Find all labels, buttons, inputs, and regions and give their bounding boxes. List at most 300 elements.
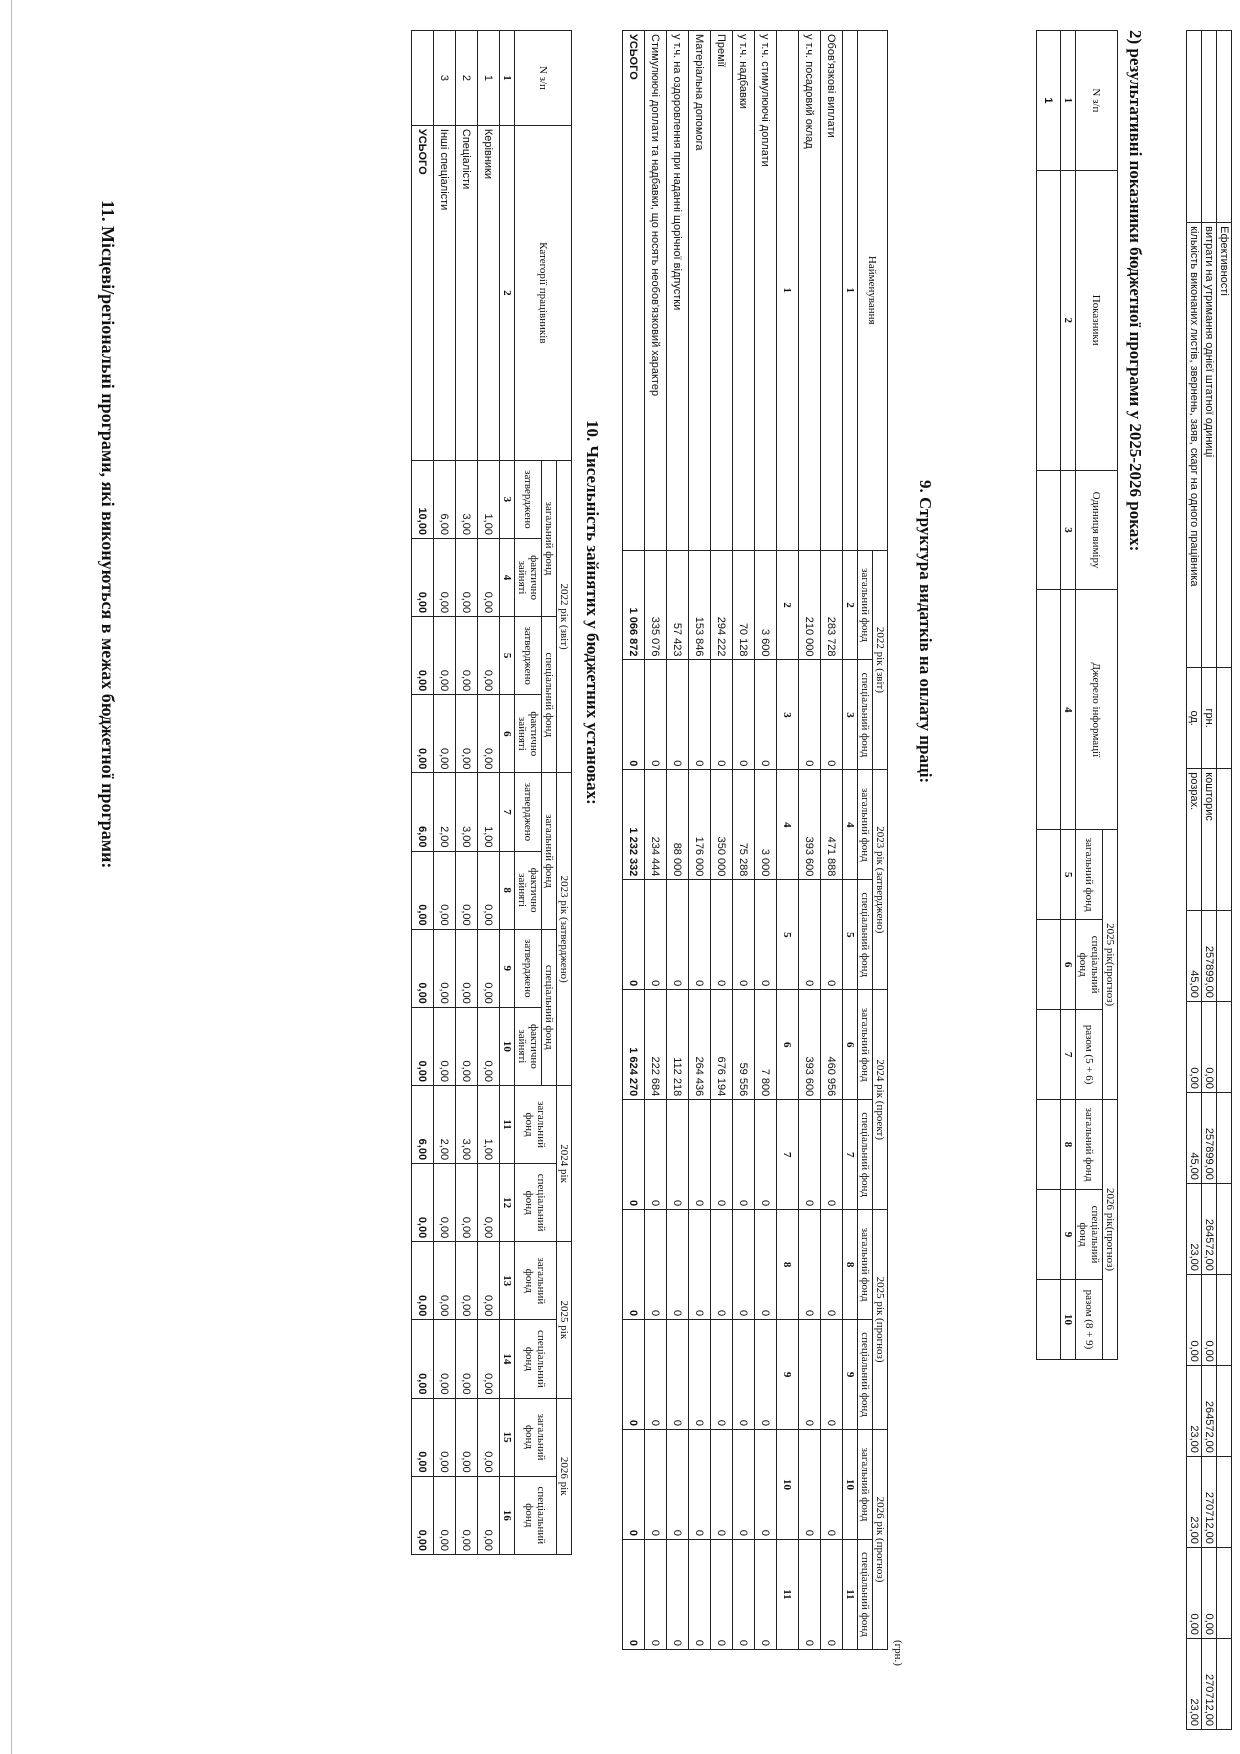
value-cell: 0 (645, 1210, 667, 1320)
value-cell: 0 (733, 1320, 755, 1430)
value-cell: 0 (689, 1210, 711, 1320)
value-cell: 0,00 (434, 695, 456, 773)
col-indicator: Показники (1076, 170, 1118, 470)
column-index: 2 (1061, 170, 1076, 470)
value-cell: 0,00 (412, 1476, 434, 1554)
value-cell: 0 (733, 660, 755, 770)
value-cell: 350 000 (711, 770, 733, 880)
value-cell: 88 000 (667, 770, 689, 880)
table-row (799, 31, 821, 1650)
category-name: Спеціалісти (456, 125, 478, 460)
col-gf: загальний фонд (858, 1210, 873, 1320)
value-cell: 0 (711, 1210, 733, 1320)
row-number: 1 (478, 31, 500, 126)
column-index: 6 (843, 990, 858, 1100)
col-gf: загальний фонд (858, 770, 873, 880)
value-cell: 257899,00 (1202, 1092, 1217, 1183)
indicator-name: кількість виконаних листів, звернень, заяв, скарг на одного працівника (1187, 223, 1202, 668)
value-cell: 0 (667, 880, 689, 990)
column-index: 3 (500, 460, 515, 538)
value-cell: 0 (755, 1539, 777, 1649)
value-cell: 0,00 (456, 929, 478, 1007)
column-index: 10 (1061, 1280, 1076, 1360)
table-cell (1187, 31, 1202, 223)
indicator-name: витрати на утримання однієї штатної одиниці (1202, 223, 1217, 668)
table-row (645, 31, 667, 1650)
value-cell: 0,00 (434, 1164, 456, 1242)
col-sf: спеціальний фонд (858, 1539, 873, 1649)
efficiency-rows (1187, 31, 1217, 1730)
value-cell: 6,00 (412, 773, 434, 851)
value-cell: 1,00 (478, 773, 500, 851)
category-name: Інші спеціалісти (434, 125, 456, 460)
column-index: 1 (843, 31, 858, 551)
value-cell: 0,00 (456, 1476, 478, 1554)
value-cell: 393 600 (799, 990, 821, 1100)
value-cell: 0,00 (412, 929, 434, 1007)
value-cell: 0 (711, 1320, 733, 1430)
value-cell: 0,00 (412, 1398, 434, 1476)
value-cell: 23,00 (1187, 1183, 1202, 1274)
value-cell: 676 194 (711, 990, 733, 1100)
column-index: 10 (777, 1430, 799, 1540)
value-cell: 270712,00 (1202, 1456, 1217, 1547)
table-row (733, 31, 755, 1650)
value-cell: 0,00 (478, 617, 500, 695)
column-index: 7 (500, 773, 515, 851)
value-cell: 0,00 (478, 1164, 500, 1242)
value-cell: 460 956 (821, 990, 843, 1100)
col-sf: спеціальний фонд (1076, 1190, 1103, 1280)
row-label: у т.ч. посадовий оклад (799, 31, 821, 551)
value-cell: 0,00 (434, 1007, 456, 1085)
value-cell: 0 (755, 880, 777, 990)
value-cell: 0 (645, 880, 667, 990)
value-cell: 0 (689, 1100, 711, 1210)
col-actual: фактично зайняті (515, 851, 542, 929)
column-index: 13 (500, 1242, 515, 1320)
value-cell: 0 (799, 1100, 821, 1210)
index-row (843, 31, 858, 1650)
column-index: 10 (843, 1430, 858, 1540)
value-cell: 2,00 (434, 773, 456, 851)
table-row (1187, 31, 1202, 1730)
value-cell: 283 728 (821, 550, 843, 660)
column-index: 3 (1061, 470, 1076, 590)
value-cell: 0 (821, 880, 843, 990)
value-cell: 0 (711, 1430, 733, 1540)
unit-note: (грн.) (892, 1640, 904, 1666)
col-gf: загальний фонд (515, 1242, 557, 1320)
category-name: Керівники (478, 125, 500, 460)
value-cell: 6,00 (412, 1085, 434, 1163)
value-cell: 393 600 (799, 770, 821, 880)
section2-title: 2) результативні показники бюджетної програми у 2025-2026 роках: (1126, 30, 1145, 552)
source-cell: кошторис (1202, 769, 1217, 911)
employees-table (411, 30, 572, 1555)
value-cell: 264572,00 (1202, 1365, 1217, 1456)
column-index: 8 (1061, 1100, 1076, 1190)
value-cell: 7 800 (755, 990, 777, 1100)
col-gf: загальний фонд (858, 990, 873, 1100)
column-index: 12 (500, 1164, 515, 1242)
row-number: 3 (434, 31, 456, 126)
value-cell: 0 (645, 1539, 667, 1649)
col-approved: затверджено (515, 773, 542, 851)
col-category: Категорії працівників (515, 125, 572, 460)
value-cell: 0 (623, 1539, 645, 1649)
col-source: Джерело інформації (1076, 590, 1118, 830)
column-index: 16 (500, 1476, 515, 1554)
col-gf: загальний фонд (515, 1398, 557, 1476)
value-cell: 0 (755, 1210, 777, 1320)
col-approved: затверджено (515, 929, 542, 1007)
value-cell: 0,00 (456, 1164, 478, 1242)
col-2023: 2023 рік (затверджено) (557, 773, 572, 1086)
value-cell: 0 (799, 1430, 821, 1540)
column-index: 10 (500, 1007, 515, 1085)
row-label: у т.ч. надбавки (733, 31, 755, 551)
value-cell: 0,00 (434, 538, 456, 616)
row-label: Обов'язкові виплати (821, 31, 843, 551)
value-cell: 0 (689, 1320, 711, 1430)
value-cell: 264 436 (689, 990, 711, 1100)
col-name: Найменування (858, 31, 888, 551)
value-cell: 0 (799, 1539, 821, 1649)
value-cell: 270712,00 (1202, 1638, 1217, 1729)
column-index: 7 (777, 1100, 799, 1210)
column-index: 14 (500, 1320, 515, 1398)
value-cell: 0 (623, 1210, 645, 1320)
value-cell: 0 (667, 1539, 689, 1649)
value-cell: 0,00 (478, 1398, 500, 1476)
value-cell: 0 (711, 1100, 733, 1210)
value-cell: 1,00 (478, 460, 500, 538)
col-sf: спеціальний фонд (1076, 920, 1103, 1010)
value-cell: 0,00 (456, 695, 478, 773)
col-2024: 2024 рік (557, 1085, 572, 1241)
column-index: 11 (777, 1539, 799, 1649)
column-index: 6 (500, 695, 515, 773)
value-cell: 0,00 (478, 538, 500, 616)
value-cell: 0 (733, 1539, 755, 1649)
col-2025: 2025 рік (557, 1242, 572, 1398)
value-cell: 0,00 (412, 1320, 434, 1398)
row-number (412, 31, 434, 126)
value-cell: 0 (733, 1430, 755, 1540)
table-row (667, 31, 689, 1650)
col-unit: Одиниця виміру (1076, 470, 1118, 590)
value-cell: 0 (689, 880, 711, 990)
section10-title: 10. Чисельність зайнятих у бюджетних установах: (583, 420, 602, 805)
category-name: УСЬОГО (412, 125, 434, 460)
col-2025: 2025 рік(прогноз) (1103, 830, 1118, 1100)
value-cell: 0,00 (412, 1242, 434, 1320)
value-cell: 6,00 (434, 460, 456, 538)
value-cell: 0 (755, 660, 777, 770)
value-cell: 0,00 (434, 929, 456, 1007)
value-cell: 0 (755, 1320, 777, 1430)
section9-title: 9. Структура видатків на оплату праці: (916, 480, 935, 784)
table-row (412, 31, 434, 1555)
value-cell: 1 232 332 (623, 770, 645, 880)
value-cell: 0 (711, 880, 733, 990)
value-cell: 0,00 (412, 617, 434, 695)
col-sf: спеціальний фонд (515, 1320, 557, 1398)
value-cell: 264572,00 (1202, 1183, 1217, 1274)
value-cell: 75 288 (733, 770, 755, 880)
col-sf: спеціальний фонд (858, 880, 873, 990)
table-row (434, 31, 456, 1555)
value-cell: 0,00 (478, 1007, 500, 1085)
value-cell: 0,00 (478, 1476, 500, 1554)
value-cell: 0,00 (456, 1242, 478, 1320)
value-cell: 23,00 (1187, 1456, 1202, 1547)
value-cell: 1,00 (478, 1085, 500, 1163)
col-gf: загальний фонд (542, 773, 557, 929)
column-index: 5 (1061, 830, 1076, 920)
table-cell (1202, 31, 1217, 223)
value-cell: 0 (755, 1430, 777, 1540)
value-cell: 0,00 (412, 695, 434, 773)
value-cell: 112 218 (667, 990, 689, 1100)
value-cell: 0 (667, 1430, 689, 1540)
table-row (1202, 31, 1217, 1730)
column-index: 5 (777, 880, 799, 990)
column-index: 11 (843, 1539, 858, 1649)
source-cell: розрах. (1187, 769, 1202, 911)
value-cell: 471 888 (821, 770, 843, 880)
value-cell: 45,00 (1187, 1092, 1202, 1183)
col-sf: спеціальний фонд (542, 617, 557, 773)
value-cell: 1 624 270 (623, 990, 645, 1100)
row-label: Матеріальна допомога (689, 31, 711, 551)
column-index: 6 (1061, 920, 1076, 1010)
col-gf: загальний фонд (858, 550, 873, 660)
column-index: 5 (500, 617, 515, 695)
value-cell: 176 000 (689, 770, 711, 880)
value-cell: 0 (645, 1320, 667, 1430)
value-cell: 0,00 (456, 1007, 478, 1085)
column-index: 2 (500, 125, 515, 460)
unit-cell: од. (1187, 668, 1202, 769)
employee-rows (412, 31, 500, 1555)
value-cell: 3,00 (456, 1085, 478, 1163)
result-indicators-table (1036, 30, 1118, 1360)
column-index: 9 (500, 929, 515, 1007)
value-cell: 0 (645, 660, 667, 770)
value-cell: 3 600 (755, 550, 777, 660)
index-row (777, 31, 799, 1650)
efficiency-table (1186, 30, 1232, 1730)
value-cell: 0 (667, 1210, 689, 1320)
value-cell: 59 556 (733, 990, 755, 1100)
value-cell: 0 (623, 880, 645, 990)
value-cell: 2,00 (434, 1085, 456, 1163)
col-2026: 2026 рік(прогноз) (1103, 1100, 1118, 1360)
column-index: 4 (777, 770, 799, 880)
value-cell: 70 128 (733, 550, 755, 660)
value-cell: 222 684 (645, 990, 667, 1100)
value-cell: 153 846 (689, 550, 711, 660)
column-index: 1 (1061, 31, 1076, 171)
value-cell: 0 (799, 660, 821, 770)
value-cell: 0 (645, 1430, 667, 1540)
table-row (478, 31, 500, 1555)
value-cell: 0 (689, 660, 711, 770)
col-gf: загальний фонд (515, 1085, 557, 1163)
value-cell: 0,00 (478, 929, 500, 1007)
value-cell: 0 (623, 1320, 645, 1430)
col-n: N з/п (515, 31, 572, 126)
value-cell: 0 (623, 660, 645, 770)
value-cell: 23,00 (1187, 1365, 1202, 1456)
row-label: у т.ч. на оздоровлення при наданні щорічної відпустки (667, 31, 689, 551)
column-index: 2 (777, 550, 799, 660)
col-sf: спеціальний фонд (858, 1100, 873, 1210)
col-2024: 2024 рік (проект) (873, 990, 888, 1210)
row-label: Премії (711, 31, 733, 551)
value-cell: 0 (711, 660, 733, 770)
col-sum: разом (8 + 9) (1076, 1280, 1103, 1360)
value-cell: 0,00 (478, 1320, 500, 1398)
col-sf: спеціальний фонд (542, 929, 557, 1085)
table-row (821, 31, 843, 1650)
value-cell: 0,00 (456, 1398, 478, 1476)
value-cell: 0,00 (478, 851, 500, 929)
table-row (689, 31, 711, 1650)
col-actual: фактично зайняті (515, 695, 542, 773)
value-cell: 0 (711, 1539, 733, 1649)
column-index: 15 (500, 1398, 515, 1476)
value-cell: 1 066 872 (623, 550, 645, 660)
value-cell: 0,00 (434, 1476, 456, 1554)
col-2025: 2025 рік (прогноз) (873, 1210, 888, 1430)
value-cell: 0 (667, 660, 689, 770)
value-cell: 0 (733, 1210, 755, 1320)
col-2023: 2023 рік (затверджено) (873, 770, 888, 990)
value-cell: 0,00 (1187, 1274, 1202, 1365)
value-cell: 0 (623, 1430, 645, 1540)
col-approved: затверджено (515, 460, 542, 538)
salary-rows (623, 31, 843, 1650)
row-label: УСЬОГО (623, 31, 645, 551)
value-cell: 0,00 (434, 617, 456, 695)
col-2022: 2022 рік (звіт) (557, 460, 572, 773)
value-cell: 0,00 (434, 1242, 456, 1320)
col-approved: затверджено (515, 617, 542, 695)
value-cell: 0 (755, 1100, 777, 1210)
column-index: 1 (777, 31, 799, 551)
value-cell: 0,00 (434, 1398, 456, 1476)
value-cell: 0 (733, 1100, 755, 1210)
col-actual: фактично зайняті (515, 1007, 542, 1085)
row-number: 2 (456, 31, 478, 126)
column-index: 9 (1061, 1190, 1076, 1280)
value-cell: 0 (689, 1539, 711, 1649)
value-cell: 23,00 (1187, 1638, 1202, 1729)
value-cell: 0 (799, 1210, 821, 1320)
value-cell: 0,00 (478, 695, 500, 773)
row-label: Стимулюючі доплати та надбавки, що носять необов'язковий характер (645, 31, 667, 551)
value-cell: 0 (689, 1430, 711, 1540)
column-index: 8 (500, 851, 515, 929)
value-cell: 0 (821, 1539, 843, 1649)
table-row (456, 31, 478, 1555)
column-index: 9 (777, 1320, 799, 1430)
value-cell: 0,00 (456, 538, 478, 616)
value-cell: 0,00 (1202, 1274, 1217, 1365)
column-index: 2 (843, 550, 858, 660)
table-cell (1217, 31, 1232, 223)
value-cell: 3,00 (456, 460, 478, 538)
value-cell: 3 000 (755, 770, 777, 880)
value-cell: 0,00 (412, 1164, 434, 1242)
value-cell: 0 (821, 1430, 843, 1540)
column-index: 4 (1061, 590, 1076, 830)
value-cell: 0,00 (1187, 1547, 1202, 1638)
col-gf: загальний фонд (1076, 830, 1103, 920)
value-cell: 335 076 (645, 550, 667, 660)
value-cell: 0 (799, 880, 821, 990)
table-row (711, 31, 733, 1650)
value-cell: 0 (645, 1100, 667, 1210)
value-cell: 0,00 (434, 1320, 456, 1398)
column-index: 8 (843, 1210, 858, 1320)
value-cell: 0 (667, 1100, 689, 1210)
column-index: 4 (843, 770, 858, 880)
scan-edge (11, 0, 12, 1754)
column-index: 8 (777, 1210, 799, 1320)
value-cell: 0,00 (456, 851, 478, 929)
value-cell: 10,00 (412, 460, 434, 538)
value-cell: 0,00 (412, 851, 434, 929)
column-index: 1 (500, 31, 515, 126)
value-cell: 0,00 (412, 538, 434, 616)
value-cell: 0 (623, 1100, 645, 1210)
value-cell: 257899,00 (1202, 910, 1217, 1001)
col-sf: спеціальний фонд (858, 660, 873, 770)
col-sf: спеціальний фонд (515, 1476, 557, 1554)
value-cell: 0,00 (412, 1007, 434, 1085)
column-index: 7 (1061, 1010, 1076, 1100)
value-cell: 0,00 (434, 851, 456, 929)
value-cell: 45,00 (1187, 910, 1202, 1001)
column-index: 4 (500, 538, 515, 616)
value-cell: 0 (821, 1210, 843, 1320)
value-cell: 0,00 (1202, 1001, 1217, 1092)
value-cell: 0 (821, 1320, 843, 1430)
value-cell: 0,00 (478, 1242, 500, 1320)
col-gf: загальний фонд (858, 1430, 873, 1540)
table-row (755, 31, 777, 1650)
value-cell: 210 000 (799, 550, 821, 660)
section-label: Ефективності (1217, 223, 1232, 668)
value-cell: 0 (799, 1320, 821, 1430)
col-2026: 2026 рік (прогноз) (873, 1430, 888, 1650)
column-index: 11 (500, 1085, 515, 1163)
value-cell: 0 (821, 660, 843, 770)
value-cell: 0 (733, 880, 755, 990)
col-2026: 2026 рік (557, 1398, 572, 1554)
column-index: 7 (843, 1100, 858, 1210)
value-cell: 294 222 (711, 550, 733, 660)
section11-title: 11. Місцеві/регіональні програми, які виконуються в межах бюджетної програми: (98, 200, 118, 869)
value-cell: 0 (667, 1320, 689, 1430)
column-index: 9 (843, 1320, 858, 1430)
value-cell: 57 423 (667, 550, 689, 660)
col-gf: загальний фонд (542, 460, 557, 616)
